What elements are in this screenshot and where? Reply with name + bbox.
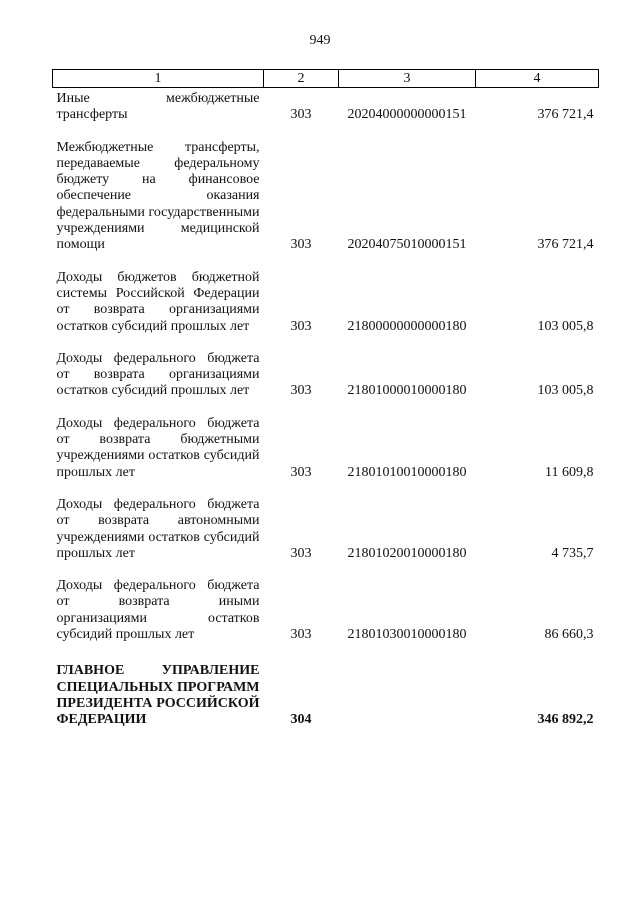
row-amount: 376 721,4 xyxy=(537,237,594,253)
row-code: 303 xyxy=(290,464,312,480)
row-kbk: 20204000000000151 xyxy=(347,107,467,123)
table-row xyxy=(53,335,599,400)
row-name: Доходы федерального бюджета от возврата иными организациями остатков субсидий прошлых лет xyxy=(56,578,260,643)
row-amount: 376 721,4 xyxy=(537,107,594,123)
row-kbk: 21801000010000180 xyxy=(347,383,467,399)
row-amount: 4 735,7 xyxy=(551,545,594,561)
row-name: Доходы федерального бюджета от возврата автономными учреждениями остатков субсидий прошлых лет xyxy=(56,496,260,561)
page-number: 949 xyxy=(309,33,331,48)
row-kbk: 21801030010000180 xyxy=(347,627,467,643)
row-amount: 86 660,3 xyxy=(544,627,594,643)
row-kbk: 21801010010000180 xyxy=(347,464,467,480)
row-code: 303 xyxy=(290,545,312,561)
table-row-agency-total xyxy=(53,643,599,728)
row-code: 303 xyxy=(290,107,312,123)
header-col-3: 3 xyxy=(339,70,476,88)
row-amount: 346 892,2 xyxy=(537,712,594,728)
row-name: Иные межбюджетные трансферты xyxy=(56,91,260,123)
header-col-1: 1 xyxy=(53,70,264,88)
header-col-2: 2 xyxy=(264,70,339,88)
table-row xyxy=(53,254,599,335)
row-code: 303 xyxy=(290,237,312,253)
row-kbk: 20204075010000151 xyxy=(347,237,467,253)
row-amount: 103 005,8 xyxy=(537,383,594,399)
row-code: 303 xyxy=(290,318,312,334)
row-name: Межбюджетные трансферты, передаваемые федеральному бюджету на финансовое обеспечение оказания федеральными государственными учреждениями медицинской помощи xyxy=(56,139,260,253)
row-name: ГЛАВНОЕ УПРАВЛЕНИЕ СПЕЦИАЛЬНЫХ ПРОГРАММ ПРЕЗИДЕНТА РОССИЙСКОЙ ФЕДЕРАЦИИ xyxy=(56,663,260,728)
row-kbk: 21801020010000180 xyxy=(347,545,467,561)
row-amount: 103 005,8 xyxy=(537,318,594,334)
row-code: 304 xyxy=(290,712,312,728)
row-code: 303 xyxy=(290,383,312,399)
row-name: Доходы федерального бюджета от возврата бюджетными учреждениями остатков субсидий прошлых лет xyxy=(56,415,260,480)
table-row xyxy=(53,562,599,643)
row-kbk xyxy=(339,643,476,728)
table-row xyxy=(53,400,599,481)
table-row xyxy=(53,124,599,254)
row-name: Доходы бюджетов бюджетной системы Российской Федерации от возврата организациями остатков субсидий прошлых лет xyxy=(56,269,260,334)
budget-table xyxy=(52,69,599,729)
table-row xyxy=(53,88,599,124)
row-name: Доходы федерального бюджета от возврата организациями остатков субсидий прошлых лет xyxy=(56,350,260,399)
table-row xyxy=(53,481,599,562)
header-col-4: 4 xyxy=(476,70,599,88)
table-header-row xyxy=(53,70,599,88)
row-amount: 11 609,8 xyxy=(545,464,594,480)
row-code: 303 xyxy=(290,627,312,643)
row-kbk: 21800000000000180 xyxy=(347,318,467,334)
